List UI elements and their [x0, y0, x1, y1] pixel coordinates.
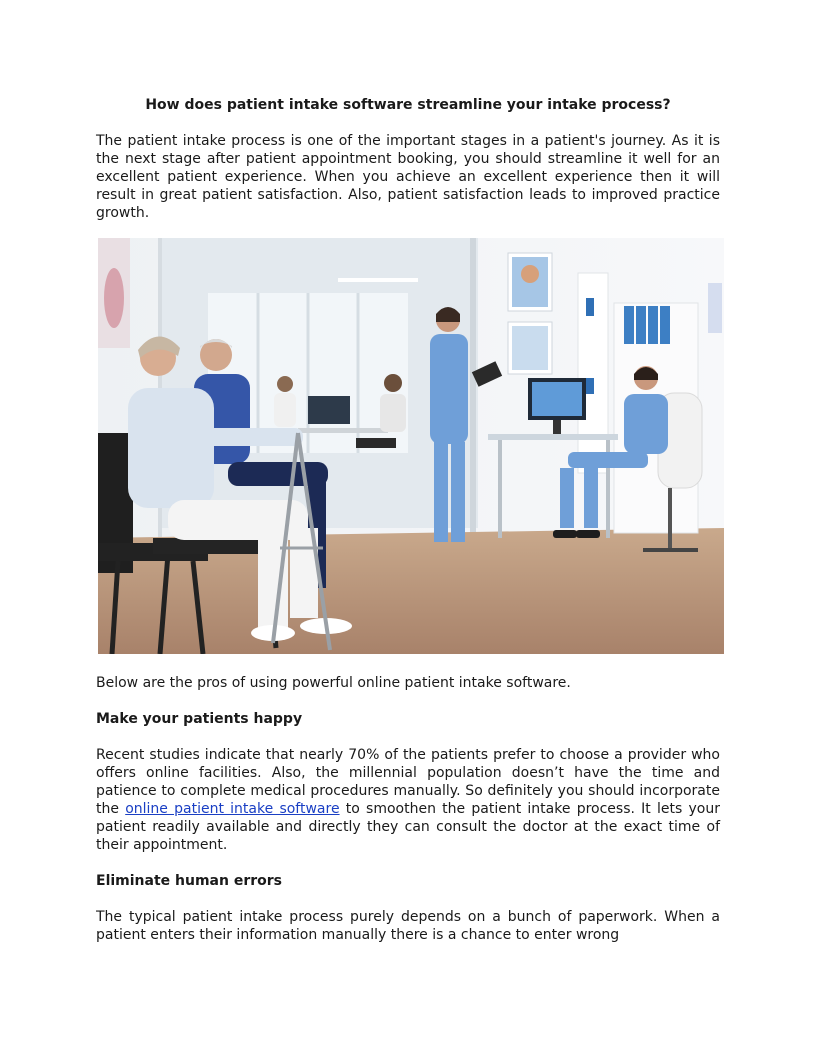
- clinic-waiting-room-photo: [98, 238, 724, 654]
- online-patient-intake-software-link[interactable]: online patient intake software: [125, 801, 340, 817]
- body-text-before-link: Recent studies indicate that nearly 70% of the patients prefer to choose a provider who offers online facilities. Also, the millennial population doesn’t have the time and patience to complete medical procedures manually. So definitely you should incorporate the: [96, 747, 720, 817]
- document-content: [96, 96, 720, 944]
- body-text-after-link: to smoothen the patient intake process. It lets your patient readily available and directly they can consult the doctor at the exact time of their appointment.: [96, 801, 720, 853]
- intro-paragraph: The patient intake process is one of the important stages in a patient's journey. As it is the next stage after patient appointment booking, you should streamline it well for an excellent patient experience. When you achieve an excellent experience then it will result in great patient satisfaction. Also, patient satisfaction leads to improved practice growth.: [96, 133, 720, 221]
- section-body-happy-patients: [96, 746, 720, 854]
- pros-lead-text: Below are the pros of using powerful online patient intake software.: [96, 675, 571, 691]
- section-heading-human-errors: Eliminate human errors: [96, 873, 282, 889]
- section-body-human-errors: The typical patient intake process purely depends on a bunch of paperwork. When a patient enters their information manually there is a chance to enter wrong: [96, 909, 720, 943]
- page-title: How does patient intake software streamline your intake process?: [145, 97, 671, 113]
- section-heading-happy-patients: Make your patients happy: [96, 711, 303, 727]
